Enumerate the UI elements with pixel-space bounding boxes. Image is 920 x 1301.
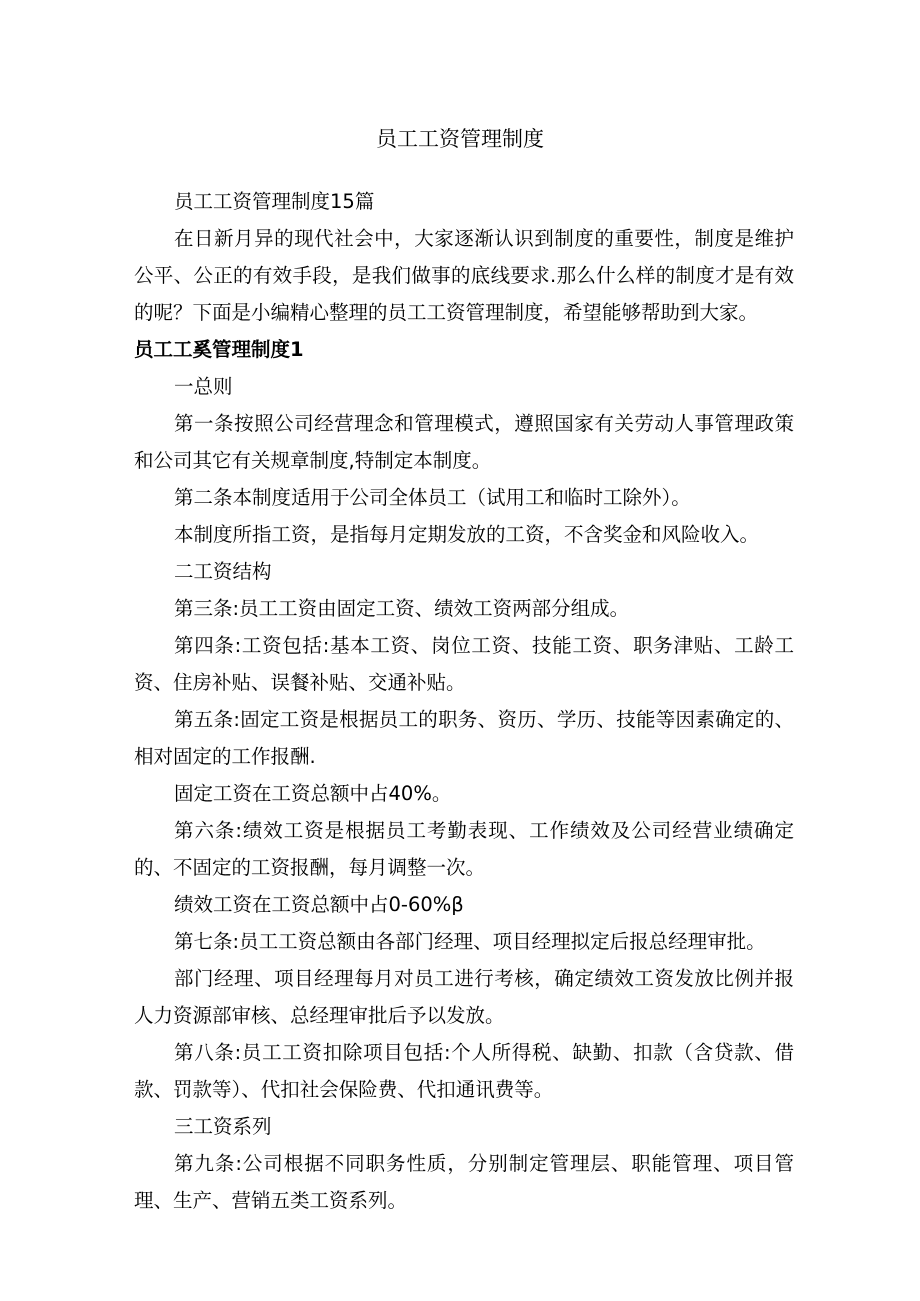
intro-paragraph: 在日新月异的现代社会中，大家逐渐认识到制度的重要性，制度是维护公平、公正的有效手段，是我们做事的底线要求.那么什么样的制度才是有效的呢？下面是小编精心整理的员工工资管理制度，希望能够帮助到大家。 xyxy=(134,227,794,324)
chapter-heading-structure: 二工资结构 xyxy=(174,560,272,583)
article-1: 第一条按照公司经营理念和管理模式，遵照国家有关劳动人事管理政策和公司其它有关规章制度,特制定本制度。 xyxy=(134,412,794,472)
appraisal-paragraph: 部门经理、项目经理每月对员工进行考核，确定绩效工资发放比例并报人力资源部审核、总经理审批后予以发放。 xyxy=(134,967,794,1027)
article-8: 第八条:员工工资扣除项目包括:个人所得税、缺勤、扣款（含贷款、借款、罚款等）、代扣社会保险费、代扣通讯费等。 xyxy=(134,1041,794,1101)
section-heading-1: 员工工奚管理制度1 xyxy=(134,338,304,361)
article-4: 第四条:工资包括:基本工资、岗位工资、技能工资、职务津贴、工龄工资、住房补贴、误餐补贴、交通补贴。 xyxy=(134,634,794,694)
performance-wage-ratio: 绩效工资在工资总额中占0-60%β xyxy=(174,893,464,916)
article-2: 第二条本制度适用于公司全体员工（试用工和临时工除外）。 xyxy=(174,486,691,509)
document-body xyxy=(134,183,794,1219)
chapter-heading-series: 三工资系列 xyxy=(174,1115,272,1138)
subtitle: 员工工资管理制度15篇 xyxy=(174,190,375,213)
article-9: 第九条:公司根据不同职务性质，分别制定管理层、职能管理、项目管理、生产、营销五类工资系列。 xyxy=(134,1152,794,1212)
document-title: 员工工资管理制度 xyxy=(376,127,544,151)
fixed-wage-ratio: 固定工资在工资总额中占40%。 xyxy=(174,782,452,805)
article-3: 第三条:员工工资由固定工资、绩效工资两部分组成。 xyxy=(174,597,630,620)
article-5: 第五条:固定工资是根据员工的职务、资历、学历、技能等因素确定的、相对固定的工作报酬. xyxy=(134,708,794,768)
article-7: 第七条:员工工资总额由各部门经理、项目经理拟定后报总经理审批。 xyxy=(174,930,766,953)
wage-definition: 本制度所指工资，是指每月定期发放的工资，不含奖金和风险收入。 xyxy=(174,523,760,546)
chapter-heading-general: 一总则 xyxy=(174,375,233,398)
article-6: 第六条:绩效工资是根据员工考勤表现、工作绩效及公司经营业绩确定的、不固定的工资报酬，每月调整一次。 xyxy=(134,819,794,879)
